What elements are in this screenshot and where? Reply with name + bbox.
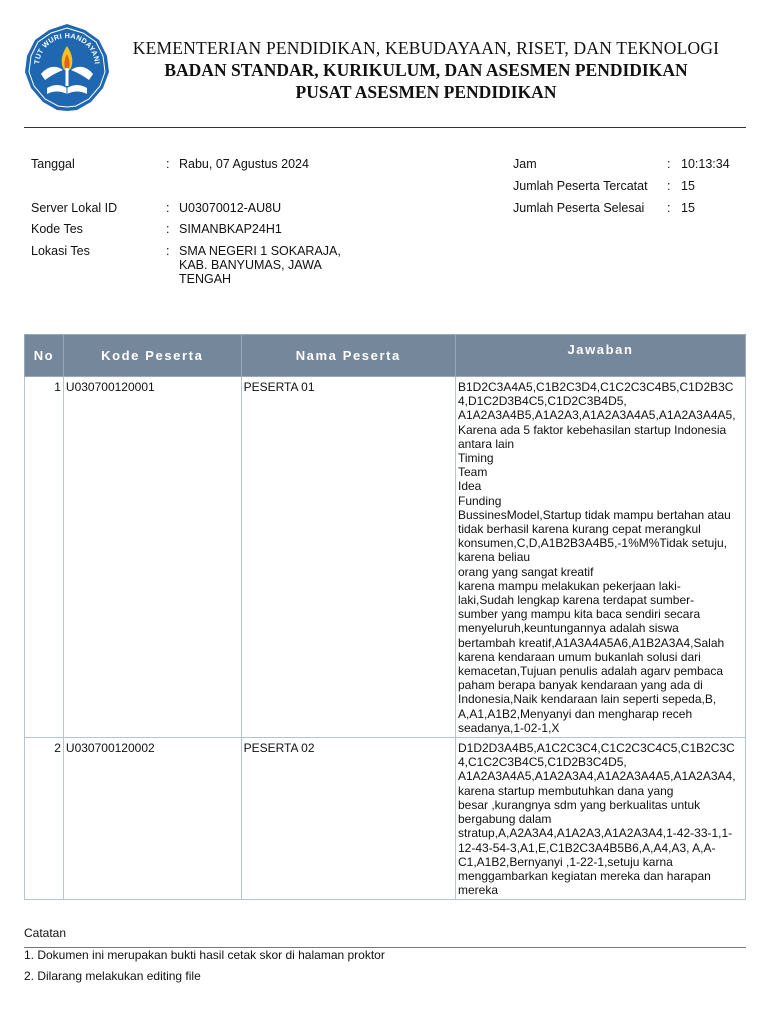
lokasi-value: SMA NEGERI 1 SOKARAJA, KAB. BANYUMAS, JAWA TENGAH	[179, 244, 341, 286]
tut-wuri-handayani-logo	[23, 22, 111, 112]
column-header-jawaban: Jawaban	[456, 335, 746, 377]
kode-tes-label: Kode Tes	[31, 222, 83, 236]
peserta-tercatat-value: 15	[681, 179, 695, 193]
kode-tes-value: SIMANBKAP24H1	[179, 222, 282, 236]
note-item: 1. Dokumen ini merupakan bukti hasil cetak skor di halaman proktor	[24, 948, 385, 962]
notes-title: Catatan	[24, 926, 67, 940]
table-row	[25, 738, 746, 900]
center-title: PUSAT ASESMEN PENDIDIKAN	[295, 82, 557, 102]
tanggal-colon: :	[166, 157, 170, 171]
answers-table	[24, 334, 746, 900]
row-nama-peserta: PESERTA 02	[241, 738, 455, 900]
jam-colon: :	[667, 157, 671, 171]
peserta-tercatat-colon: :	[667, 179, 671, 193]
server-label: Server Lokal ID	[31, 201, 118, 215]
peserta-selesai-value: 15	[681, 201, 695, 215]
logo-arc-text: TUT WURI HANDAYANI	[32, 30, 102, 65]
jam-label: Jam	[513, 157, 537, 171]
column-header-kode-peserta: Kode Peserta	[63, 335, 241, 377]
agency-title: BADAN STANDAR, KURIKULUM, DAN ASESMEN PENDIDIKAN	[164, 60, 688, 80]
table-header-row	[25, 335, 746, 377]
kode-tes-colon: :	[166, 222, 170, 236]
header-divider	[24, 127, 746, 128]
tanggal-label: Tanggal	[31, 157, 75, 171]
note-item: 2. Dilarang melakukan editing file	[24, 969, 201, 983]
peserta-selesai-colon: :	[667, 201, 671, 215]
jam-value: 10:13:34	[681, 157, 730, 171]
ministry-title: KEMENTERIAN PENDIDIKAN, KEBUDAYAAN, RISET, DAN TEKNOLOGI	[132, 38, 720, 58]
column-header-no: No	[25, 335, 64, 377]
row-kode-peserta: U030700120002	[63, 738, 241, 900]
row-jawaban: D1D2D3A4B5,A1C2C3C4,C1C2C3C4C5,C1B2C3C 4,C1C2C3B4C5,C1D2B3C4D5, A1A2A3A4A5,A1A2A3A4,A1A2A3A4A5,A1A2A3A4, karena startup membutuhkan dana yang besar ,kurangnya sdm yang berkualitas untuk bergabung dalam stratup,A,A2A3A4,A1A2A3,A1A2A3A4,1-42-33-1,1- 12-43-54-3,A1,E,C1B2C3A4B5B6,A,A4,A3, A,A- C1,A1B2,Bernyanyi ,1-22-1,setuju karna menggambarkan kegiatan mereka dan harapan mereka	[456, 738, 746, 900]
row-nama-peserta: PESERTA 01	[241, 377, 455, 738]
tanggal-value: Rabu, 07 Agustus 2024	[179, 157, 309, 171]
column-header-nama-peserta: Nama Peserta	[241, 335, 455, 377]
row-kode-peserta: U030700120001	[63, 377, 241, 738]
row-no: 1	[25, 377, 64, 738]
server-value: U03070012-AU8U	[179, 201, 282, 215]
row-no: 2	[25, 738, 64, 900]
table-row	[25, 377, 746, 738]
lokasi-colon: :	[166, 244, 170, 258]
lokasi-label: Lokasi Tes	[31, 244, 90, 258]
peserta-selesai-label: Jumlah Peserta Selesai	[513, 201, 645, 215]
peserta-tercatat-label: Jumlah Peserta Tercatat	[513, 179, 648, 193]
server-colon: :	[166, 201, 170, 215]
row-jawaban: B1D2C3A4A5,C1B2C3D4,C1C2C3C4B5,C1D2B3C 4,D1C2D3B4C5,C1D2C3B4D5, A1A2A3A4B5,A1A2A3,A1A2A3A4A5,A1A2A3A4A5, Karena ada 5 faktor kebehasilan startup Indonesia antara lain Timing Team Idea Funding BussinesModel,Startup tidak mampu bertahan atau tidak berhasil karena kurang cepat merangkul konsumen,C,D,A1B2B3A4B5,-1%M%Tidak setuju, karena beliau orang yang sangat kreatif karena mampu melakukan pekerjaan laki- laki,Sudah lengkap karena terdapat sumber- sumber yang mampu kita baca sendiri secara menyeluruh,keuntungannya adalah siswa bertambah kreatif,A1A3A4A5A6,A1B2A3A4,Salah karena kendaraan umum bukanlah solusi dari kemacetan,Tujuan penulis adalah agarv pembaca paham berapa banyak kendaraan yang ada di Indonesia,Naik kendaraan lain seperti sepeda,B, A,A1,A1B2,Menyanyi dan mengharap receh seadanya,1-02-1,X	[456, 377, 746, 738]
